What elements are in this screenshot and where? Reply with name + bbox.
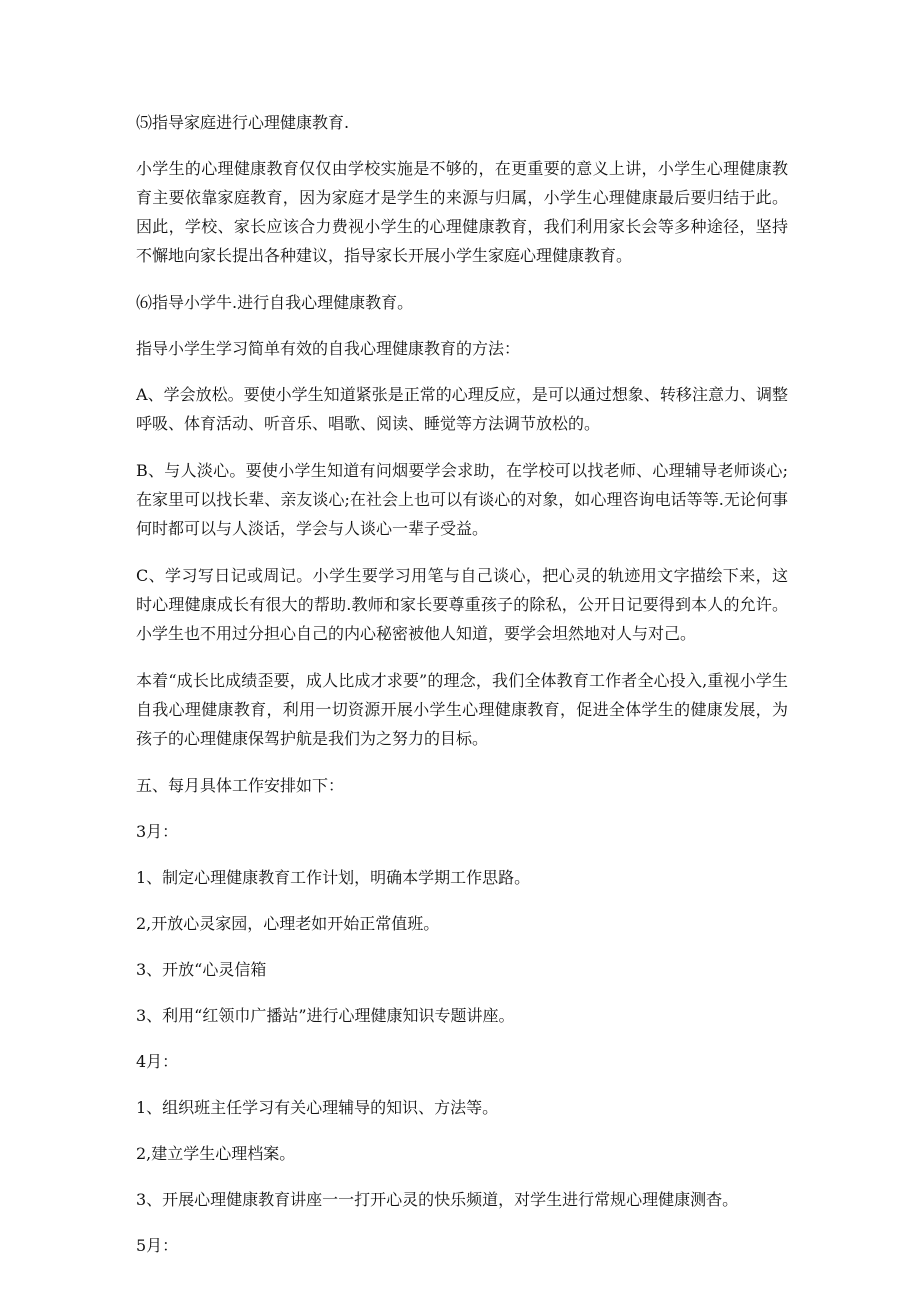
section-heading-monthly-plan: 五、每月具体工作安排如下： <box>136 776 345 795</box>
document-body <box>136 108 788 1277</box>
list-item: 3、开放“心灵信箱 <box>136 960 267 979</box>
paragraph-family-education: 小学生的心理健康教育仅仅由学校实施是不够的，在更重要的意义上讲，小学生心理健康教育主要依靠家庭教育，因为家庭才是学生的来源与归属，小学生心理健康最后要归结于此。因此，学校、家长应该合力费视小学生的心理健康教育，我们利用家长会等多种途径，坚持不懈地向家长提出各种建议，指导家长开展小学生家庭心理健康教育。 <box>136 159 788 265</box>
list-item: 3、开展心理健康教育讲座一一打开心灵的快乐频道，对学生进行常规心理健康测杳。 <box>136 1190 739 1209</box>
month-heading-may: 5月： <box>136 1236 179 1255</box>
paragraph-method-c: C、学习写日记或周记。小学生要学习用笔与自己谈心，把心灵的轨迹用文字描绘下来，这时心理健康成长有很大的帮助.教师和家长要尊重孩子的除私，公开日记要得到本人的允许。小学生也不用过分担心自己的内心秘密被他人知道，要学会坦然地对人与对己。 <box>136 566 788 643</box>
month-heading-march: 3月： <box>136 822 179 841</box>
list-item: 2,开放心灵家园，心理老如开始正常值班。 <box>136 914 440 933</box>
section-heading-family-guidance: ⑸指导家庭进行心理健康教育. <box>136 113 350 132</box>
list-item: 1、组织班主任学习有关心理辅导的知识、方法等。 <box>136 1098 499 1117</box>
paragraph-methods-intro: 指导小学生学习简单有效的自我心理健康教育的方法： <box>136 339 521 358</box>
paragraph-philosophy: 本着“成长比成绩歪要，成人比成才求要”的理念，我们全体教育工作者全心投入,重视小学生自我心理健康教育，利用一切资源开展小学生心理健康教育，促进全体学生的健康发展，为孩子的心理健康保驾护航是我们为之努力的目标。 <box>136 671 788 748</box>
paragraph-method-a: A、学会放松。要使小学生知道紧张是正常的心理反应，是可以通过想象、转移注意力、调整呼吸、体育活动、听音乐、唱歌、阅读、睡觉等方法调节放松的。 <box>136 385 788 433</box>
month-heading-april: 4月： <box>136 1052 179 1071</box>
list-item: 2,建立学生心理档案。 <box>136 1144 296 1163</box>
list-item: 1、制定心理健康教育工作计划，明确本学期工作思路。 <box>136 868 531 887</box>
section-heading-self-guidance: ⑹指导小学牛.进行自我心理健康教育。 <box>136 293 414 312</box>
paragraph-method-b: B、与人淡心。要使小学生知道有问烟要学会求助，在学校可以找老师、心理辅导老师谈心;在家里可以找长辈、亲友谈心;在社会上也可以有谈心的对象，如心理咨询电话等等.无论何事何时都可以与人淡话，学会与人谈心一辈子受益。 <box>136 461 788 538</box>
list-item: 3、利用“红领巾广播站”进行心理健康知识专题讲座。 <box>136 1006 515 1025</box>
